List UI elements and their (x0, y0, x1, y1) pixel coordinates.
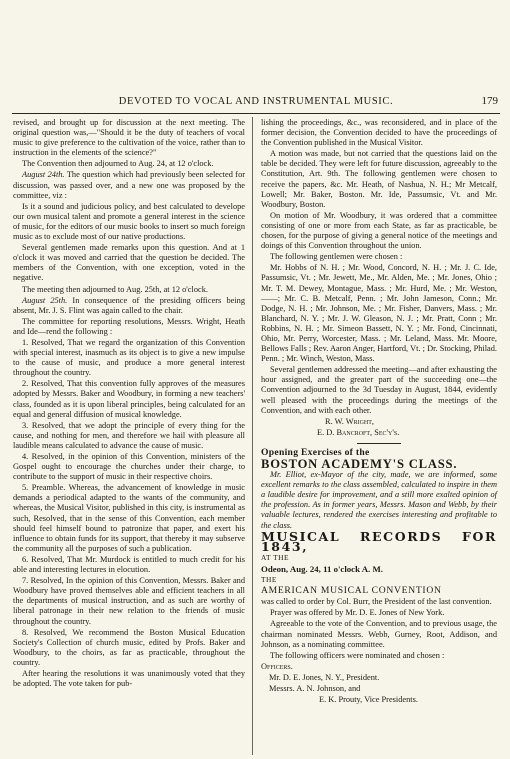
convention-paragraph-1: was called to order by Col. Burr, the President of the last convention. (261, 597, 492, 607)
odeon-line: Odeon, Aug. 24, 11 o'clock A. M. (261, 563, 383, 574)
opening-exercises-heading: Opening Exercises of the (261, 446, 370, 458)
convention-paragraph-3: Agreeable to the vote of the Convention, and to previous usage, the chairman nominated Messrs. Webb, Gurney, Root, Addison, and Johnson, as a nominating committee. (261, 619, 497, 649)
resolution-5: 5. Preamble. Whereas, the advancement of knowledge in music demands a periodical adapted to the wants of the community, and whereas, the Musical Visitor, published in this city, is instrumental as such, Resolved, that in the sense of this Convention, each member should feel himself bound to patronize that paper, and exert his influence to obtain funds for its support, that thereby it may subserve the community all the purposes of such a publication. (13, 483, 245, 553)
officer-vp-2: E. K. Prouty, Vice Presidents. (319, 695, 418, 705)
resolution-4: 4. Resolved, in the opinion of this Convention, ministers of the Gospel ought to encourage the churches under their charge, to contribute to the support of music in their respective choirs. (13, 452, 245, 482)
committee-list: Mr. Hobbs of N. H. ; Mr. Wood, Concord, N. H. ; Mr. J. C. Ide, Passumsic, Vt. ; Mr. Jewett, Me., Mr. Alden, Me. ; Mr. Jones, Ohio ; Mr. T. M. Dewey, Montague, Mass. ; Mr. Hurd, Me. ; Mr. Weston, ——; Mr. C. B. Metcalf, Penn. ; Mr. John Jameson, Conn.; Mr. Dodge, N. H. ; Mr. Johnson, Me. ; Mr. Fisher, Danvers, Mass. ; Mr. Blanchard, N. Y. ; Mr. J. W. Gleason, N. J. ; Mr. Pratt, Conn ; Mr. Robbins, N. H. ; Mr. Simeon Bassett, N. Y. ; Mr. Fond, Cincinnati, Ohio, Mr. Perry, Worcester, Mass. ; Mr. Leland, Mass. Mr. Moore, Bellows Falls ; Rev. Aaron Anger, Hartford, Vt. ; Dr. Stocking, Philad. Penn. ; Mr. Winch, Weston, Mass. (261, 263, 497, 364)
convention-paragraph-2: Prayer was offered by Mr. D. E. Jones of New York. (270, 608, 445, 618)
right-column (261, 118, 497, 706)
musical-records-heading: MUSICAL RECORDS FOR 1843, (261, 528, 497, 554)
right-paragraph-3: On motion of Mr. Woodbury, it was ordered that a committee consisting of one or more from each State, as far as practicable, be chosen, for the purpose of giving a general notice of the meetings and doings of this Convention throughout the union. (261, 210, 497, 251)
page-number: 179 (481, 95, 498, 107)
officers-heading: Officers. (261, 661, 293, 671)
resolution-8: 8. Resolved, We recommend the Boston Musical Education Society's Collection of church music, edited by Profs. Baker and Woodbury, to the choirs, as far as practicable, throughout the country. (13, 627, 245, 667)
convention-heading: AMERICAN MUSICAL CONVENTION (261, 585, 442, 597)
column-divider (252, 117, 253, 755)
left-paragraph-6: The meeting then adjourned to Aug. 25th, at 12 o'clock. (22, 284, 208, 294)
right-paragraph-2: A motion was made, but not carried that the questions laid on the table be decided. They were left for future discussion, agreeably to the Constitution, Art. 9th. The following gentlemen were chosen to receive the papers, &c. Mr. Heath, of Nashua, N. H.; Mr Metcalf, Lowell; Mr. Baker, Boston. Mr. Ide, Passumsic, Vt. and Mr. Woodbury, Boston. (261, 149, 497, 209)
running-title: DEVOTED TO VOCAL AND INSTRUMENTAL MUSIC. (118, 96, 394, 107)
resolution-1: 1. Resolved, That we regard the organization of this Convention with special interest, inasmuch as its object is to give a new impulse to the cause of music, and produce a more general interest throughout the country. (13, 337, 245, 378)
at-the-label: AT THE (261, 552, 289, 562)
officer-vp-1: Messrs. A. N. Johnson, and (269, 683, 361, 693)
right-paragraph-4: The following gentlemen were chosen : (270, 252, 403, 262)
left-paragraph-4: Is it a sound and judicious policy, and best calculated to develope our own musical talent and promote a general interest in the science of music, for the editors of our music books to insert so much foreign music as to exclude most of our native productions. (13, 201, 245, 242)
section-rule (357, 443, 401, 444)
left-paragraph-9: After hearing the resolutions it was unanimously voted that they be adopted. The vote taken for pub- (13, 668, 245, 689)
right-paragraph-1: lishing the proceedings, &c., was reconsidered, and in place of the former decision, the Convention decided to have the proceedings of the Convention published in the Musical Visitor. (261, 118, 497, 148)
left-paragraph-5: Several gentlemen made remarks upon this question. And at 1 o'clock it was moved and carried that the question be decided. The members of the Convention, with one exception, voted in the negative. (13, 243, 245, 283)
officer-president: Mr. D. E. Jones, N. Y., President. (269, 672, 380, 682)
date-aug-25: August 25th. (22, 295, 68, 305)
date-aug-24: August 24th. (22, 170, 65, 180)
resolution-6: 6. Resolved, That Mr. Murdock is entitled to much credit for his able and interesting lectures in elocution. (13, 554, 245, 575)
left-paragraph-3: August 24th. The question which had previously been selected for discussion, was passed over, and a new one was proposed by the committee, viz : (13, 170, 246, 200)
boston-academy-heading: BOSTON ACADEMY'S CLASS. (261, 457, 458, 471)
left-paragraph-1: revised, and brought up for discussion at the next meeting. The original question was,—"Should it be the duty of teachers of vocal music to give preference to the cultivation of the voice, rather than to instruction in the elements of the science?" (13, 118, 245, 158)
left-paragraph-2: The Convention then adjourned to Aug. 24, at 12 o'clock. (22, 159, 214, 169)
academy-paragraph: Mr. Elliot, ex-Mayor of the city, made, we are informed, some excellent remarks to the class assembled, calculated to inspire in them a laudible desire for improvement, and a still more exalted opinion of the profession. As in former years, Messrs. Mason and Webb, by their valuable lectures, rendered the exercises interesting and profitable to the class. (261, 470, 497, 530)
left-column (13, 118, 245, 690)
page-header (12, 95, 500, 114)
signature-bancroft: E. D. Bancroft, Sec'y's. (317, 427, 400, 437)
left-paragraph-8: The committee for reporting resolutions, Messrs. Wright, Heath and Ide—rend the following : (13, 316, 245, 336)
convention-paragraph-4: The following officers were nominated and chosen : (270, 650, 445, 660)
signature-wright: R. W. Wright, (325, 416, 375, 426)
resolution-7: 7. Resolved, In the opinion of this Convention, Messrs. Baker and Woodbury have proved themselves able and efficient teachers in all the departments of musical instruction, and as such are worthy of liberal patronage in their new relation to the friends of music throughout the country. (13, 576, 245, 626)
resolution-3: 3. Resolved, that we adopt the principle of every thing for the cause, and nothing for men, and therefore we hail with pleasure all laudible means calculated to advance the cause of music. (13, 420, 245, 450)
left-paragraph-7: August 25th. In consequence of the presiding officers being absent, Mr. J. S. Flint was again called to the chair. (13, 295, 245, 315)
right-paragraph-6: Several gentlemen addressed the meeting—and after exhausting the hour assigned, and the greater part of the succeeding one—the Convention adjourned to the 3d Tuesday in August, 1844, evidently well pleased with the proceedings during the meetings of the Convention, and with each other. (261, 365, 497, 415)
resolution-2: 2. Resolved, That this convention fully approves of the measures adopted by Messrs. Baker and Woodbury, in forming a new teachers' class, founded as it is upon liberal principles, being calculated for an equal and general diffusion of musical knowledge. (13, 379, 245, 419)
the-label: THE (261, 575, 277, 585)
